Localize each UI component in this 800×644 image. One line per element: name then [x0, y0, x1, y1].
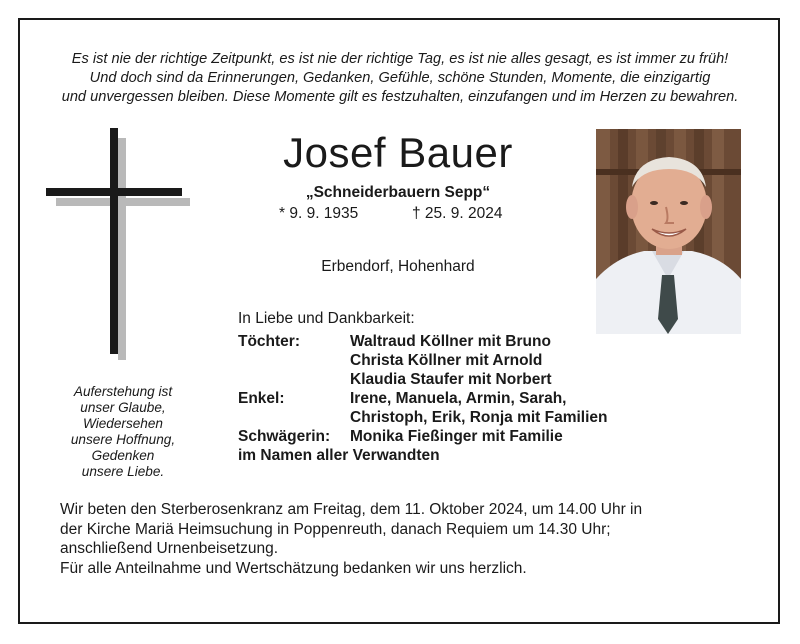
mourner-line: Christoph, Erik, Ronja mit Familien	[350, 409, 608, 426]
grandchildren-label: Enkel:	[238, 390, 285, 407]
verse-line: unsere Liebe.	[81, 464, 165, 479]
relatives-line: im Namen aller Verwandten	[238, 447, 440, 464]
service-info	[60, 500, 750, 559]
service-line: der Kirche Mariä Heimsuchung in Poppenreuth, danach Requiem um 14.30 Uhr;	[60, 520, 611, 538]
verse-line: unser Glaube,	[80, 400, 166, 415]
thanks-intro: In Liebe und Dankbarkeit:	[238, 310, 415, 327]
poem-line: Es ist nie der richtige Zeitpunkt, es ist nie der richtige Tag, es ist nie alles gesagt, es ist immer zu früh!	[71, 51, 729, 67]
verse-line: Auferstehung ist	[73, 384, 173, 399]
portrait-photo	[596, 129, 741, 334]
mourner-line: Waltraud Köllner mit Bruno	[350, 333, 551, 350]
sister-in-law-label: Schwägerin:	[238, 428, 331, 445]
poem-line: Und doch sind da Erinnerungen, Gedanken, Gefühle, schöne Stunden, Momente, die einzigartig	[89, 70, 711, 86]
death-date: † 25. 9. 2024	[412, 205, 503, 222]
mourner-line: Klaudia Staufer mit Norbert	[350, 371, 552, 388]
closing-thanks: Für alle Anteilnahme und Wertschätzung bedanken wir uns herzlich.	[60, 560, 527, 577]
verse-line: unsere Hoffnung,	[70, 432, 176, 447]
faith-verse	[52, 384, 194, 480]
hometown: Erbendorf, Hohenhard	[321, 258, 475, 275]
daughters-label: Töchter:	[238, 333, 300, 350]
service-line: anschließend Urnenbeisetzung.	[60, 540, 278, 557]
birth-date: * 9. 9. 1935	[279, 205, 359, 222]
verse-line: Wiedersehen	[83, 416, 163, 431]
intro-poem	[40, 50, 760, 107]
poem-line: und unvergessen bleiben. Diese Momente gilt es festzuhalten, einzufangen und im Herzen zu bewahren.	[61, 89, 739, 105]
deceased-name: Josef Bauer	[283, 129, 513, 176]
verse-line: Gedenken	[91, 448, 155, 463]
mourner-line: Christa Köllner mit Arnold	[350, 352, 543, 369]
deceased-nickname: „Schneiderbauern Sepp“	[305, 184, 491, 201]
service-line: Wir beten den Sterberosenkranz am Freitag, dem 11. Oktober 2024, um 14.00 Uhr in	[60, 501, 643, 518]
mourner-line: Monika Fießinger mit Familie	[350, 428, 563, 445]
mourner-line: Irene, Manuela, Armin, Sarah,	[350, 390, 567, 407]
